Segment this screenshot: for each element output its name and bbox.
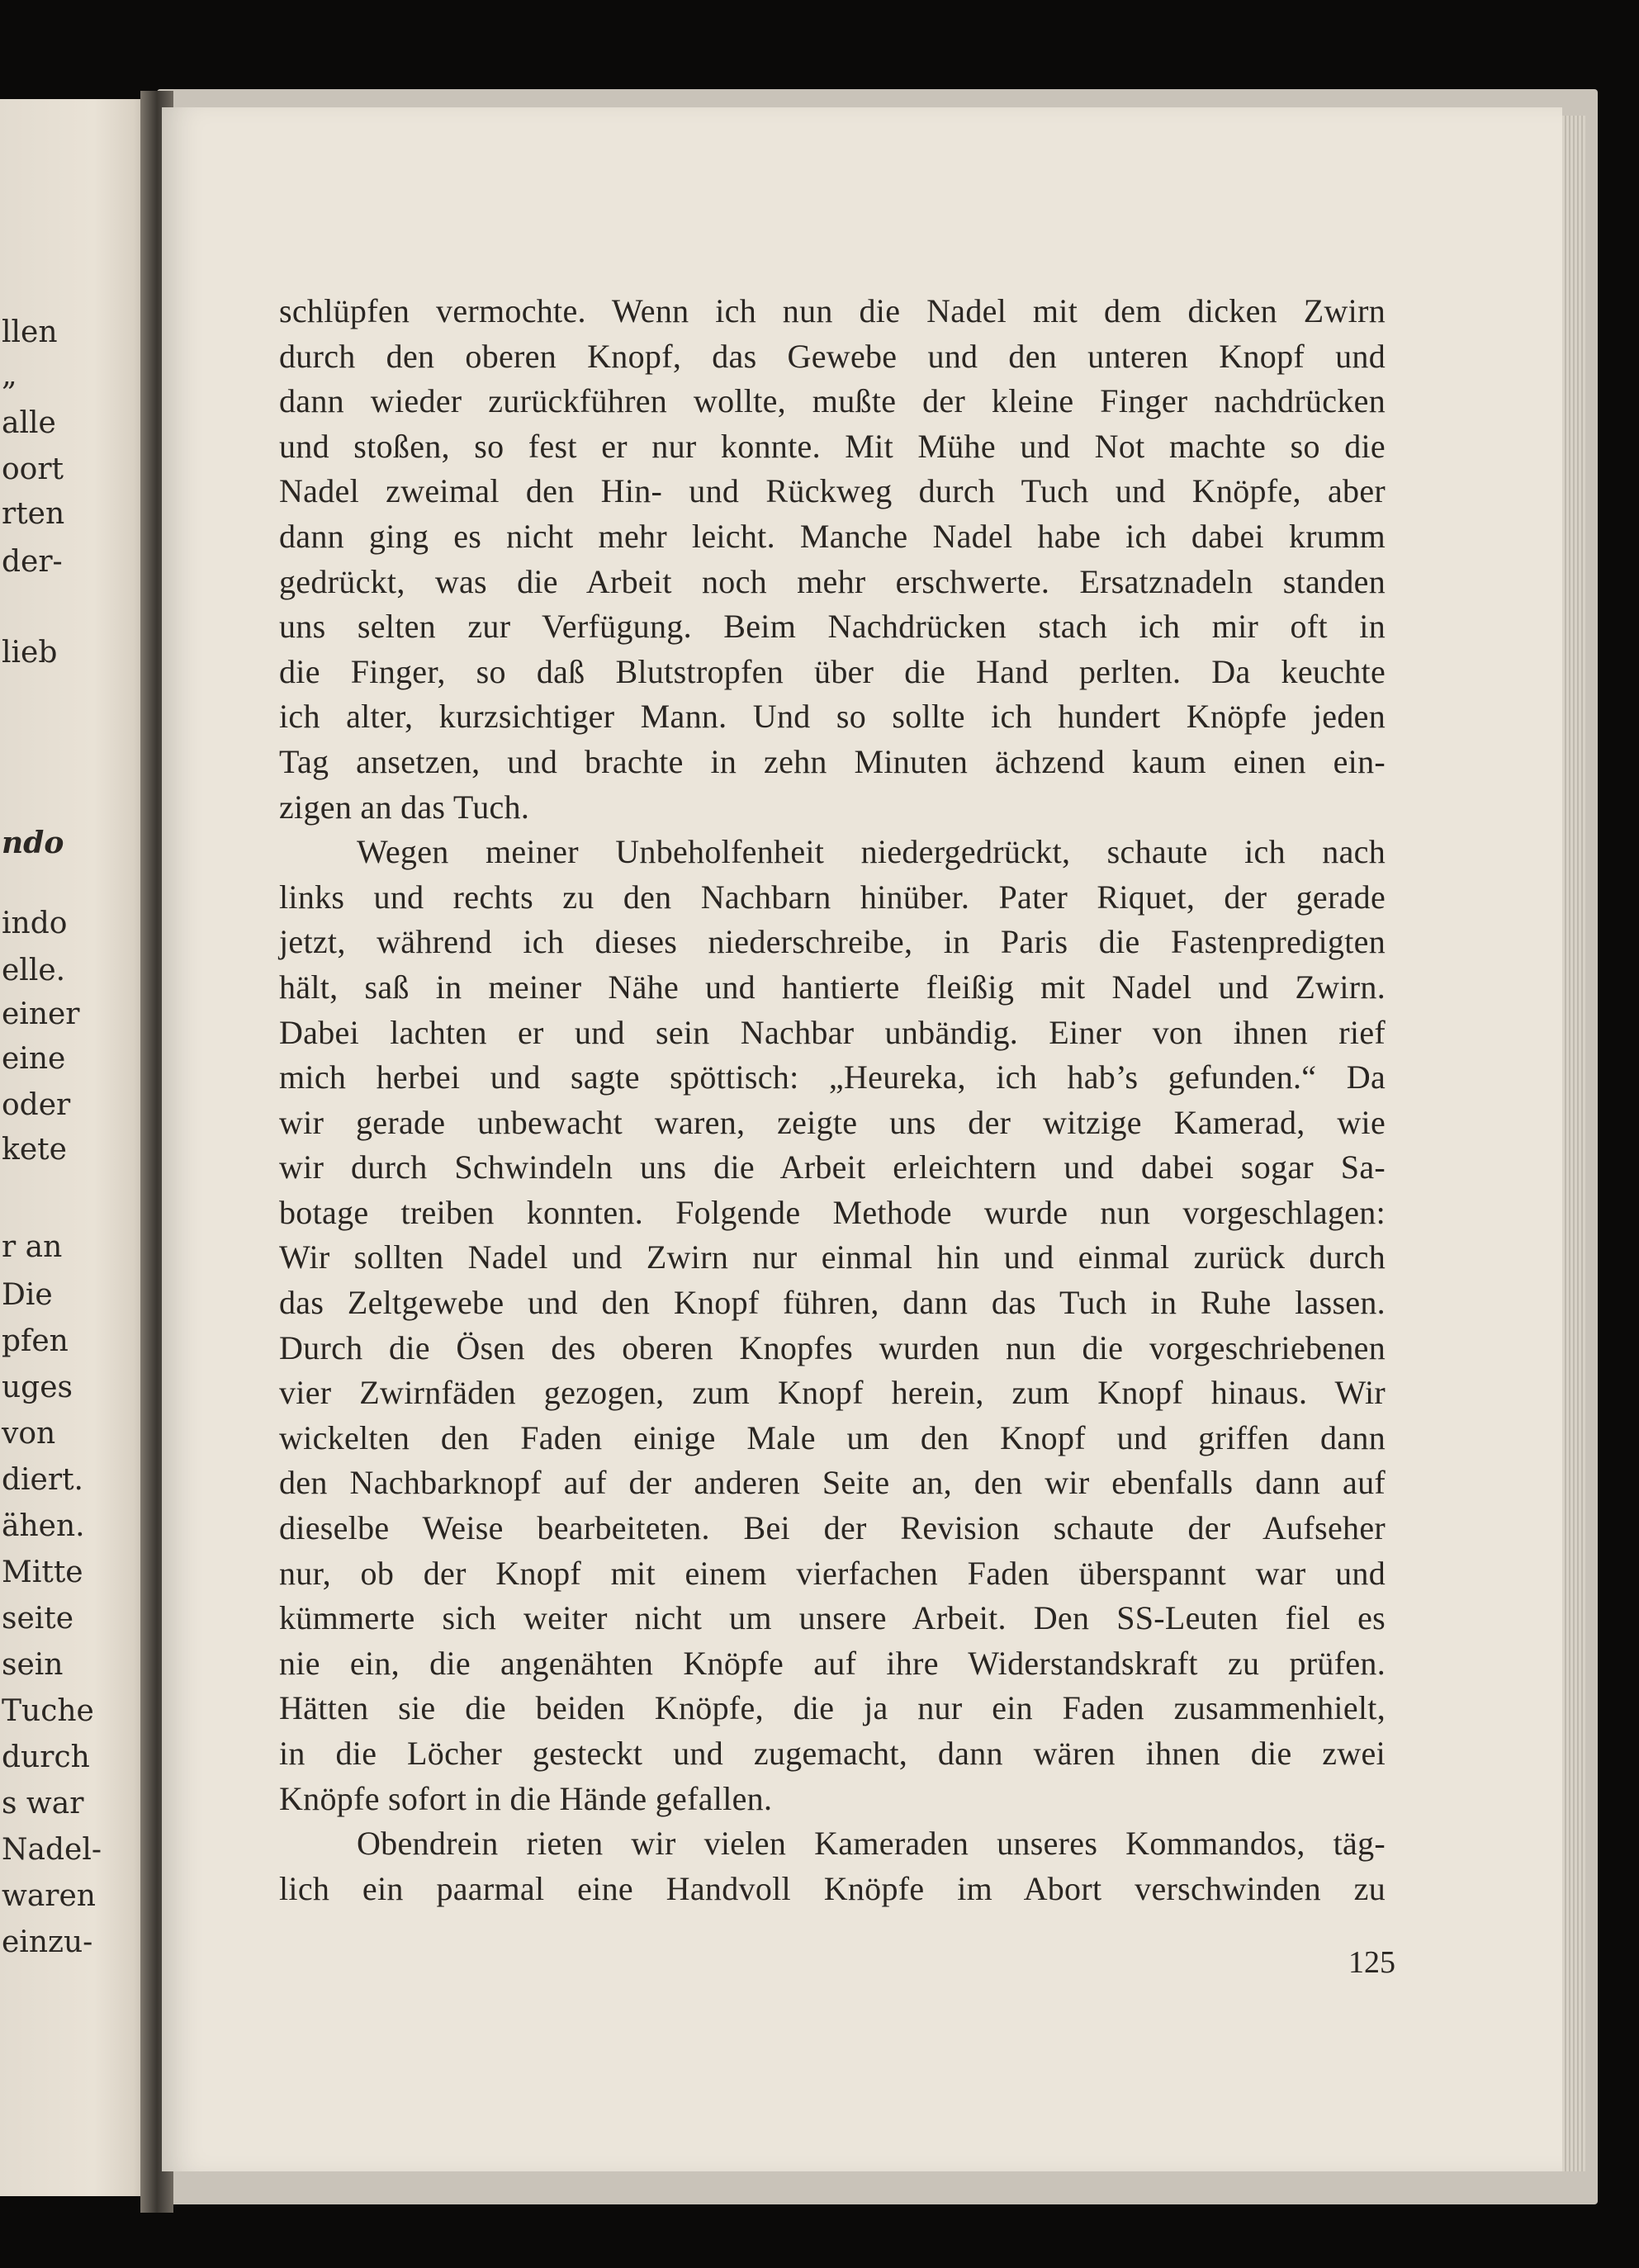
text-line: zigen an das Tuch. [279, 788, 530, 826]
paragraph-start-line: Wegen meiner Unbeholfenheit niedergedrückt, schaute ich nach [357, 833, 1386, 871]
left-fragment: kete [2, 1133, 67, 1167]
left-fragment: waren [2, 1879, 96, 1913]
left-facing-page [0, 99, 157, 2196]
page-edges [1562, 116, 1585, 2171]
text-line: dann ging es nicht mehr leicht. Manche Nadel habe ich dabei krumm [279, 517, 1386, 555]
text-line: in die Löcher gesteckt und zugemacht, dann wären ihnen die zwei [279, 1735, 1386, 1772]
left-fragment: von [2, 1417, 56, 1451]
text-line: dieselbe Weise bearbeiteten. Bei der Revision schaute der Aufseher [279, 1509, 1386, 1547]
text-line: nur, ob der Knopf mit einem vierfachen Faden überspannt war und [279, 1554, 1386, 1592]
left-fragment: seite [2, 1602, 74, 1636]
text-line: das Zeltgewebe und den Knopf führen, dann das Tuch in Ruhe lassen. [279, 1284, 1386, 1322]
left-fragment: rten [2, 497, 65, 531]
left-fragment: „ [2, 358, 17, 392]
text-line: botage treiben konnten. Folgende Methode wurde nun vorgeschlagen: [279, 1193, 1386, 1231]
text-line: vier Zwirnfäden gezogen, zum Knopf herein, zum Knopf hinaus. Wir [279, 1374, 1386, 1412]
text-line: lich ein paarmal eine Handvoll Knöpfe im Abort verschwinden zu [279, 1869, 1386, 1907]
left-fragment: durch [2, 1740, 90, 1774]
left-fragment: ndo [2, 826, 64, 860]
paragraph-start-line: Obendrein rieten wir vielen Kameraden unseres Kommandos, täg- [357, 1825, 1386, 1863]
left-fragment: Die [2, 1278, 53, 1312]
left-fragment: uges [2, 1371, 73, 1404]
left-fragment: lieb [2, 636, 58, 670]
text-line: dann wieder zurückführen wollte, mußte der kleine Finger nachdrücken [279, 382, 1386, 420]
left-fragment: ähen. [2, 1509, 85, 1543]
left-fragment: pfen [2, 1324, 69, 1358]
text-line: schlüpfen vermochte. Wenn ich nun die Nadel mit dem dicken Zwirn [279, 292, 1386, 329]
left-fragment: eine [2, 1042, 66, 1076]
text-line: ich alter, kurzsichtiger Mann. Und so sollte ich hundert Knöpfe jeden [279, 698, 1386, 736]
text-line: Dabei lachten er und sein Nachbar unbändig. Einer von ihnen rief [279, 1013, 1386, 1051]
left-fragment: alle [2, 406, 56, 440]
text-line: hält, saß in meiner Nähe und hantierte fleißig mit Nadel und Zwirn. [279, 968, 1386, 1006]
text-line: nie ein, die angenähten Knöpfe auf ihre Widerstandskraft zu prüfen. [279, 1644, 1386, 1682]
left-fragment: Nadel- [2, 1833, 102, 1867]
left-fragment: der- [2, 545, 63, 579]
text-line: wir durch Schwindeln uns die Arbeit erleichtern und dabei sogar Sa- [279, 1148, 1386, 1186]
left-fragment: Tuche [2, 1694, 94, 1728]
left-fragment: diert. [2, 1463, 83, 1497]
left-fragment: einzu- [2, 1925, 93, 1959]
text-line: jetzt, während ich dieses niederschreibe, in Paris die Fastenpredigten [279, 923, 1386, 961]
text-line: kümmerte sich weiter nicht um unsere Arbeit. Den SS-Leuten fiel es [279, 1599, 1386, 1637]
text-line: mich herbei und sagte spöttisch: „Heureka, ich hab’s gefunden.“ Da [279, 1058, 1386, 1096]
text-line: Durch die Ösen des oberen Knopfes wurden nun die vorgeschriebenen [279, 1328, 1386, 1366]
text-line: den Nachbarknopf auf der anderen Seite an, den wir ebenfalls dann auf [279, 1464, 1386, 1502]
text-line: die Finger, so daß Blutstropfen über die Hand perlten. Da keuchte [279, 652, 1386, 690]
left-fragment: indo [2, 907, 68, 940]
text-line: wir gerade unbewacht waren, zeigte uns der witzige Kamerad, wie [279, 1103, 1386, 1141]
text-line: Tag ansetzen, und brachte in zehn Minuten ächzend kaum einen ein- [279, 742, 1386, 780]
left-fragment: oder [2, 1088, 71, 1122]
text-line: gedrückt, was die Arbeit noch mehr erschwerte. Ersatznadeln standen [279, 562, 1386, 600]
text-line: uns selten zur Verfügung. Beim Nachdrücken stach ich mir oft in [279, 608, 1386, 646]
left-fragment: elle. [2, 954, 66, 987]
left-fragment: einer [2, 997, 80, 1031]
text-line: Nadel zweimal den Hin- und Rückweg durch Tuch und Knöpfe, aber [279, 472, 1386, 510]
text-line: Wir sollten Nadel und Zwirn nur einmal hin und einmal zurück durch [279, 1238, 1386, 1276]
text-line: und stoßen, so fest er nur konnte. Mit Mühe und Not machte so die [279, 427, 1386, 465]
left-fragment: Mitte [2, 1555, 83, 1589]
body-text [279, 289, 1386, 1911]
left-fragment: sein [2, 1648, 64, 1682]
left-fragment: s war [2, 1787, 84, 1821]
text-line: wickelten den Faden einige Male um den Knopf und griffen dann [279, 1418, 1386, 1456]
left-fragment: oort [2, 452, 64, 486]
text-line: Knöpfe sofort in die Hände gefallen. [279, 1779, 773, 1817]
page-number: 125 [1348, 1945, 1395, 1980]
left-fragment: llen [2, 315, 58, 349]
text-line: links und rechts zu den Nachbarn hinüber. Pater Riquet, der gerade [279, 878, 1386, 916]
text-line: Hätten sie die beiden Knöpfe, die ja nur ein Faden zusammenhielt, [279, 1689, 1386, 1727]
text-line: durch den oberen Knopf, das Gewebe und den unteren Knopf und [279, 337, 1386, 375]
left-fragment: r an [2, 1230, 63, 1264]
